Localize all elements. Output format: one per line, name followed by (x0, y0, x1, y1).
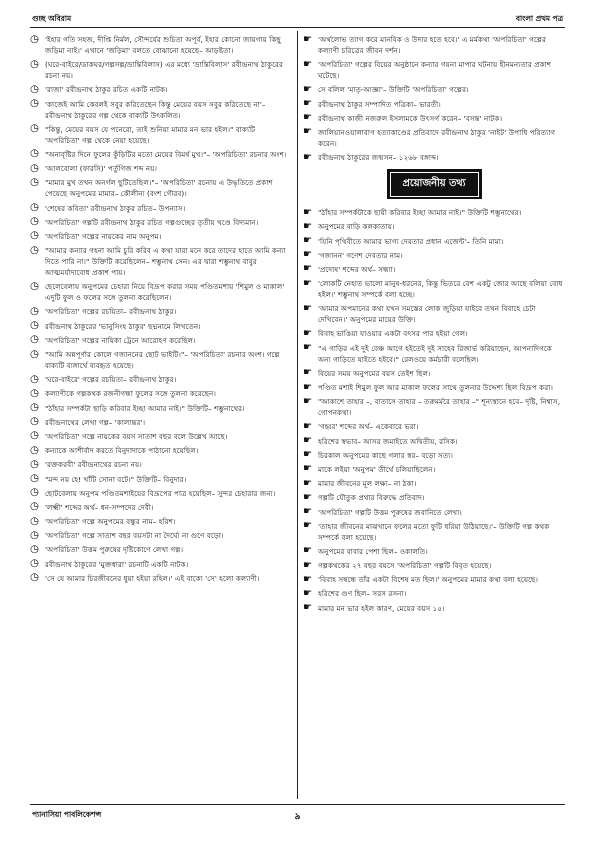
list-item (303, 450, 565, 461)
list-item-text: "ঠাঁহার সম্পর্কটা ছাড়ি করিবার ইচ্ছা আমার নাই।" উক্তিটি– শম্ভুনাথের। (45, 403, 245, 413)
list-item-text: 'ইহার গতি সহজ, দীপ্তি নির্মল, সৌন্দর্যের শুচিতা অপূর্ব, ইহার কোনো জায়গায় কিছু জড়িমা নাই।' এখানে 'জড়িমা' বলতে বোঝানো হয়েছে– আড়ষ্টতা। (45, 35, 281, 55)
list-item-text: 'শেষের কবিতা' রবীন্দ্রনাথ ঠাকুর রচিত– উপন্যাস। (45, 203, 186, 213)
list-item (30, 559, 292, 570)
list-item (30, 99, 292, 121)
list-item (30, 306, 292, 317)
list-item (30, 84, 292, 95)
list-item-text: 'অপরিচিতা' গল্পটি উত্তম পুরুষের জবানিতে লেখা। (318, 507, 462, 517)
list-item-text: 'রক্তকরবী' রবীন্দ্রনাথের রচনা নয়। (45, 460, 142, 470)
pointing-hand-icon: ☛ (303, 587, 313, 599)
header-series-title: গুচ্ছ অবিরাম (32, 14, 72, 23)
pointing-hand-icon: ☛ (303, 506, 313, 517)
list-item-text: "মামার মুখ তখন অনর্গল ছুটিতেছিল।"– 'অপরিচিতা' রচনায় এ উদ্ধৃতিতে প্রকাশ পেয়েছে অনুপমের মামার– কৌলীন্য (বংশ গৌরব)। (45, 178, 273, 199)
list-item-text: 'বিবাহ সম্বন্ধে তাঁর একটা বিশেষ মত ছিল।' অনুপমের মামার কথা বলা হয়েছে। (318, 575, 539, 585)
clock-icon: ◷ (30, 558, 39, 570)
list-item-text: অনুপমের বাড়ি কলকাতায়। (318, 222, 395, 232)
list-item (303, 250, 565, 261)
list-item-text: "আমার কন্যার গহনা আমি চুরি করিব এ কথা যারা মনে করে তাদের হাতে আমি কন্যা দিতে পারি না।" উক্তিটি করেছিলেন– শম্ভুনাথ সেন। এর দ্বারা শম্ভুনাথ বাবুর আত্মমর্যাদাবোধ প্রকাশ পায়। (45, 246, 286, 278)
list-item (303, 127, 565, 149)
list-item-text: রবীন্দ্রনাথ ঠাকুরের 'ভানুসিংহ ঠাকুর' ছদ্মনামে লিখতেন। (45, 321, 201, 331)
list-item-text: রবীন্দ্রনাথ ঠাকুরের জন্মসন– ১২৬৮ বঙ্গাব্দ। (318, 153, 439, 163)
list-item (303, 221, 565, 232)
list-item-text: জালিয়ানওয়ালাবাগ হত্যাকাণ্ডের প্রতিবাদে রবীন্দ্রনাথ ঠাকুর 'নাইট' উপাধি পরিত্যাগ করেন। (318, 127, 556, 148)
list-item (30, 149, 292, 160)
list-item (30, 573, 292, 584)
list-item (30, 474, 292, 485)
list-item-text: পণ্ডিত মশাই শিমুল ফুল আর মাকাল ফলের সাথে তুলনার উদ্দেশ্য ছিল বিদ্রূপ করা। (318, 383, 553, 392)
list-item (303, 328, 565, 339)
pointing-hand-icon: ☛ (303, 367, 313, 379)
list-item-text: 'অপরিচিতা' গল্পে নায়কের বয়স সাতাশ বছর বলে উল্লেখ আছে। (45, 431, 228, 441)
clock-icon: ◷ (30, 230, 39, 242)
page-number: ৯ (294, 812, 301, 822)
list-item-text: 'আলবোলা (ফারসি)' পর্তুগিজ শব্দ নয়। (45, 164, 158, 174)
clock-icon: ◷ (30, 202, 39, 213)
pointing-hand-icon: ☛ (303, 573, 313, 585)
clock-icon: ◷ (30, 348, 39, 360)
clock-icon: ◷ (30, 572, 39, 584)
list-item-text: মামার জীবনের মূল লক্ষ্য– না ঠকা। (318, 479, 417, 489)
list-item (303, 99, 565, 110)
list-item (303, 152, 565, 163)
right-column (303, 34, 565, 796)
list-item (303, 59, 565, 81)
pointing-hand-icon: ☛ (303, 545, 313, 557)
list-item-text: 'অপরিচিতা' গল্পে অনুপমের বন্ধুর নাম– হরিশ। (45, 517, 176, 527)
list-item (303, 396, 565, 418)
list-item (30, 388, 292, 399)
clock-icon: ◷ (30, 216, 39, 228)
list-item (303, 278, 565, 300)
clock-icon: ◷ (30, 123, 39, 135)
list-item (303, 560, 565, 571)
right-fact-list-top (303, 34, 565, 163)
list-item-text: গল্পটি যৌতুক প্রথার বিরুদ্ধে প্রতিবাদ। (318, 493, 425, 503)
left-fact-list (30, 34, 292, 584)
page-footer (30, 810, 565, 824)
list-item (30, 203, 292, 214)
list-item (303, 492, 565, 503)
list-item (30, 544, 292, 555)
list-item (303, 521, 565, 543)
list-item (303, 264, 565, 275)
list-item (30, 374, 292, 385)
list-item-text: (ঘরে-বাইরে/ডাকঘর/গল্পসল্প/ভ্রান্তিবিলাস) এর মধ্যে 'ভ্রান্তিবিলাস' রবীন্দ্রনাথ ঠাকুরের রচনা নয়। (45, 60, 284, 81)
list-item-text: হরিশের স্বভাব– আসর জমাইতে অদ্বিতীয়, রসিক। (318, 436, 458, 446)
pointing-hand-icon: ☛ (303, 249, 313, 261)
list-item-text: 'ঘরে-বাইরে' গল্পের রচয়িতা– রবীন্দ্রনাথ ঠাকুর। (45, 375, 177, 385)
list-item-text: কল্যাণীকে গল্পকথক রজনীগন্ধা ফুলের সঙ্গে তুলনা করেছেন। (45, 389, 216, 399)
list-item-text: মামার মন ভার হইল কারণ, মেয়ের বয়স ১৫। (318, 603, 445, 613)
list-item (303, 113, 565, 124)
pointing-hand-icon: ☛ (303, 58, 313, 70)
pointing-hand-icon: ☛ (303, 449, 313, 461)
list-item (303, 546, 565, 557)
pointing-hand-icon: ☛ (303, 263, 313, 275)
pointing-hand-icon: ☛ (303, 83, 313, 95)
list-item-text: "ঠাঁহার সম্পর্কটাকে ছায়ী করিবার ইচ্ছা আমার নাই।" উক্তিটি শম্ভুনাথের। (318, 208, 522, 218)
list-item-text: "আমি অন্নপূর্ণার কোলে গজাননের ছোট ভাইটি।"– 'অপরিচিতা' রচনার অংশ। গল্পে বাক্যটি ব্যঙ্গার্থে ব্যবহৃত হয়েছে। (45, 350, 280, 370)
list-item (303, 236, 565, 247)
list-item-text: অনুপমের বাবার পেশা ছিল– ওকালতি। (318, 546, 428, 556)
clock-icon: ◷ (30, 176, 39, 188)
list-item-text: রবীন্দ্রনাথ কাজী নজরুল ইসলামকে উৎসর্গ করেন– 'বসন্ত' নাটক। (318, 113, 503, 123)
list-item (30, 124, 292, 146)
list-item-text: 'লক্ষ্মী' শব্দের অর্থ– ধন-সম্পদের দেবী। (45, 502, 154, 512)
list-item (30, 459, 292, 470)
pointing-hand-icon: ☛ (303, 559, 313, 571)
list-item-text: বিবাহ ভাঙিয়া যাওয়ার একটা বৎসর পার হইয়া গেল। (318, 329, 468, 339)
list-item-text: ছেলেবেলায় অনুপমের চেহারা নিয়ে বিদ্রূপ করার সময় পণ্ডিতমশায় 'শিমুল ও মাকাল' এদুটি ফুল ও ফলের সঙ্গে তুলনা করেছিলেন। (45, 282, 285, 303)
clock-icon: ◷ (30, 430, 39, 442)
list-item (303, 368, 565, 379)
clock-icon: ◷ (30, 34, 39, 45)
list-item-text: 'লোকটি নেহাত ভালো মানুষ-ধরনের, কিন্তু ভিতরে বেশ একটু জোর আছে বলিয়া বোধ হইল।' শম্ভুনাথ সম্পর্কে বলা হচ্ছে। (318, 279, 563, 300)
clock-icon: ◷ (30, 373, 39, 385)
list-item (30, 335, 292, 346)
clock-icon: ◷ (30, 98, 39, 110)
footer-divider (30, 804, 565, 805)
list-item-text: "কিন্তু, মেয়ের বয়স যে পনেরো, তাই শুনিয়া মামার মন ভার হইল।" বাক্যটি 'অপরিচিতা' গল্প থেকে নেয়া হয়েছে। (45, 124, 256, 145)
page-header (30, 14, 565, 26)
list-item (303, 588, 565, 599)
clock-icon: ◷ (30, 387, 39, 399)
pointing-hand-icon: ☛ (303, 491, 313, 503)
list-item (30, 217, 292, 228)
list-item (303, 207, 565, 218)
list-item (30, 349, 292, 371)
pointing-hand-icon: ☛ (303, 395, 313, 407)
list-item (30, 34, 292, 56)
list-item-text: 'অপরিচিতা' উত্তম পুরুষের দৃষ্টিকোণে লেখা গল্প। (45, 545, 184, 555)
list-item-text: সে বলিল 'মাতৃ-আজ্ঞা'– উক্তিটি 'অপরিচিতা' গল্পের। (318, 85, 469, 95)
list-item (303, 382, 565, 393)
list-item (30, 445, 292, 456)
pointing-hand-icon: ☛ (303, 220, 313, 232)
list-item-text: 'রাজা' রবীন্দ্রনাথ ঠাকুর রচিত একটি নাটক। (45, 85, 168, 95)
list-item (30, 231, 292, 242)
pointing-hand-icon: ☛ (303, 602, 313, 614)
pointing-hand-icon: ☛ (303, 463, 313, 475)
pointing-hand-icon: ☛ (303, 435, 313, 447)
clock-icon: ◷ (30, 148, 39, 160)
clock-icon: ◷ (30, 58, 39, 70)
pointing-hand-icon: ☛ (303, 112, 313, 124)
pointing-hand-icon: ☛ (303, 420, 313, 432)
list-item (30, 59, 292, 81)
right-fact-list-bottom (303, 207, 565, 614)
header-divider (30, 27, 565, 28)
clock-icon: ◷ (30, 402, 39, 414)
pointing-hand-icon: ☛ (303, 381, 313, 393)
clock-icon: ◷ (30, 487, 39, 499)
list-item (303, 84, 565, 95)
list-item (30, 530, 292, 541)
list-item-text: 'গহ্বর' শব্দের অর্থ– একেবারে ভরা। (318, 422, 419, 432)
clock-icon: ◷ (30, 515, 39, 527)
clock-icon: ◷ (30, 501, 39, 513)
list-item-text: মাকে লইয়া 'অনুপম' তীর্থে চলিয়াছিলেন। (318, 464, 436, 474)
list-item-text: ছোটবেলায় অনুপম পণ্ডিতমশাইয়ের বিদ্রূপের পাত্র হয়েছিল– সুন্দর চেহারার জন্য। (45, 488, 276, 498)
list-item-text: 'অপরিচিতা' গল্পের নায়কের নাম অনুপম। (45, 231, 162, 241)
pointing-hand-icon: ☛ (303, 342, 313, 354)
list-item (30, 245, 292, 278)
list-item-text: গল্পকথকের ২৭ বছর বয়সে 'অপরিচিতা' গল্পটি বিবৃত হয়েছে। (318, 561, 492, 571)
list-item-text: "মন্দ নয় হে! খাঁটি সোনা বটে।" উক্তিটি– বিনুদার। (45, 474, 187, 484)
list-item (303, 478, 565, 489)
list-item (30, 431, 292, 442)
list-item-text: বিয়ের সময় অনুপমের বয়স তেইশ ছিল। (318, 368, 431, 378)
clock-icon: ◷ (30, 529, 39, 541)
pointing-hand-icon: ☛ (303, 477, 313, 489)
list-item (30, 516, 292, 527)
list-item (303, 343, 565, 365)
list-item (30, 177, 292, 199)
list-item-text: 'তাহার জীবনের মাঝখানে ফলের মতো ফুটি ধরিয়া উঠিয়াছে।'– উক্তিটি গল্প কথক সম্পর্কে বলা হয়েছে। (318, 521, 550, 542)
clock-icon: ◷ (30, 305, 39, 317)
clock-icon: ◷ (30, 334, 39, 346)
banner-title: প্রয়োজনীয় তথ্য (390, 172, 479, 197)
clock-icon: ◷ (30, 244, 39, 256)
important-info-banner (303, 169, 565, 199)
list-item-text: 'অপরিচিতা' গল্পের বিয়ের অনুষ্ঠানে কন্যার গয়না মাপার ঘটনায় হীনমন্যতার প্রকাশ ঘটেছে। (318, 60, 552, 81)
list-item-text: 'অপরিচিতা' গল্পের রচয়িতা– রবীন্দ্রনাথ ঠাকুর। (45, 307, 177, 317)
clock-icon: ◷ (30, 543, 39, 555)
list-item-text: রবীন্দ্রনাথ ঠাকুরের 'মুক্তধারা' রচনাটি একটি নাটক। (45, 559, 189, 569)
pointing-hand-icon: ☛ (303, 277, 313, 289)
list-item-text: 'সে যে আমার চিরজীবনের ধুয়া হইয়া রহিল।' এই বাক্যে 'সে' হলো কল্যাণী। (45, 573, 260, 583)
pointing-hand-icon: ☛ (303, 520, 313, 532)
list-item (303, 303, 565, 325)
pointing-hand-icon: ☛ (303, 302, 313, 314)
list-item-text: 'গজানন' গণেশ দেবতার নাম। (318, 250, 403, 260)
list-item-text: 'যিনি পৃথিবীতে আমার ভাগ্য দেবতার প্রধান এজেন্ট'– তিনি মামা। (318, 236, 504, 246)
clock-icon: ◷ (30, 458, 39, 470)
list-item (303, 603, 565, 614)
clock-icon: ◷ (30, 416, 39, 428)
list-item-text: কন্যাকে আশীর্বাদ করতে বিনুদাদাকে পাঠানো হয়েছিল। (45, 446, 199, 456)
list-item (30, 403, 292, 414)
list-item (30, 502, 292, 513)
pointing-hand-icon: ☛ (303, 98, 313, 110)
list-item (303, 507, 565, 518)
clock-icon: ◷ (30, 444, 39, 456)
list-item (303, 574, 565, 585)
list-item-text: "অনাবৃষ্টির দিনে ফুলের কুঁড়িটির মতো মেয়ের বিমর্ষ মুখ।"– 'অপরিচিতা' রচনার অংশ। (45, 149, 287, 159)
pointing-hand-icon: ☛ (303, 34, 313, 45)
list-item (30, 321, 292, 332)
list-item-text: 'অপরিচিতা' গল্পে সাতাশ বছর বয়সটা না দৈর্ঘ্যে না গুণে বড়ো। (45, 531, 224, 541)
list-item-text: 'আমার অপমানের কথা যখন সমস্তের লোক জুড়িয়া যাইবে তখন বিবাহে চেটা দেখিবেন।' অনুপমের মায়ের উক্তি। (318, 304, 536, 325)
pointing-hand-icon: ☛ (303, 235, 313, 246)
list-item (30, 163, 292, 174)
list-item (303, 436, 565, 447)
list-item (303, 464, 565, 475)
list-item (30, 417, 292, 428)
clock-icon: ◷ (30, 83, 39, 95)
pointing-hand-icon: ☛ (303, 126, 313, 138)
clock-icon: ◷ (30, 162, 39, 174)
clock-icon: ◷ (30, 473, 39, 484)
column-divider (297, 31, 298, 799)
clock-icon: ◷ (30, 320, 39, 332)
list-item-text: 'অর্থলোভ ত্যাগ করে মানবিক ও উদার হতে হবে।' এ মর্মকথা 'অপরিচিতা' গল্পের কল্যাণী চরিত্রের জীবন দর্শন। (318, 35, 547, 55)
list-item (303, 421, 565, 432)
list-item (30, 281, 292, 303)
list-item-text: 'অপরিচিতা' গল্পটি রবীন্দ্রনাথ ঠাকুর রচিত গল্পগুচ্ছের তৃতীয় খণ্ডে বিদ্যমান। (45, 217, 259, 227)
left-column (30, 34, 292, 796)
list-item-text: "এ গাড়ির এই দুই বেঞ্চ আগে হইতেই দুই সাহেব রিজার্ভ করিয়াছেন, আপনাদিগকে অন্য গাড়িতে যাইতে হইবে।" রেলওয়ে কর্মচারী বলেছিল। (318, 343, 552, 364)
list-item (303, 34, 565, 56)
list-item-text: 'অপরিচিতা' গল্পের নায়িকা ট্রেনে আরোহণ করেছিল। (45, 335, 196, 345)
list-item-text: "আকাশে তাহার –, বাতাসে তাহার – তরুমর্মরে তাহার –" শূন্যস্থানে হবে– দৃষ্টি, নিশ্বাস, গোপনকথা। (318, 397, 561, 418)
pointing-hand-icon: ☛ (303, 327, 313, 339)
list-item-text: রবীন্দ্রনাথের লেখা গল্প– 'কালান্তর'। (45, 417, 146, 427)
pointing-hand-icon: ☛ (303, 206, 313, 218)
header-subject-title: বাংলা প্রথম পত্র (515, 14, 563, 23)
list-item (30, 488, 292, 499)
publisher-name: প্যানাসিয়া পাবলিকেশন্স (32, 810, 102, 819)
list-item-text: 'কাজেই আমি কেবলই সবুর করিতেছেন কিন্তু মেয়ের বয়স সবুর করিতেছে না'– রবীন্দ্রনাথ ঠাকুরের গল্প থেকে বাক্যটি উৎকলিত। (45, 99, 266, 120)
list-item-text: চিরকাল অনুপমের কাছে গলার স্বর– বড়ো সত্য। (318, 450, 453, 460)
list-item-text: হরিশের গুণ ছিল– সরস রসনা। (318, 589, 407, 599)
pointing-hand-icon: ☛ (303, 151, 313, 163)
clock-icon: ◷ (30, 280, 39, 292)
list-item-text: 'প্রদোষ' শব্দের অর্থ– সন্ধ্যা। (318, 264, 396, 274)
list-item-text: রবীন্দ্রনাথ ঠাকুর সম্পাদিত পত্রিকা– ভারতী। (318, 99, 441, 109)
